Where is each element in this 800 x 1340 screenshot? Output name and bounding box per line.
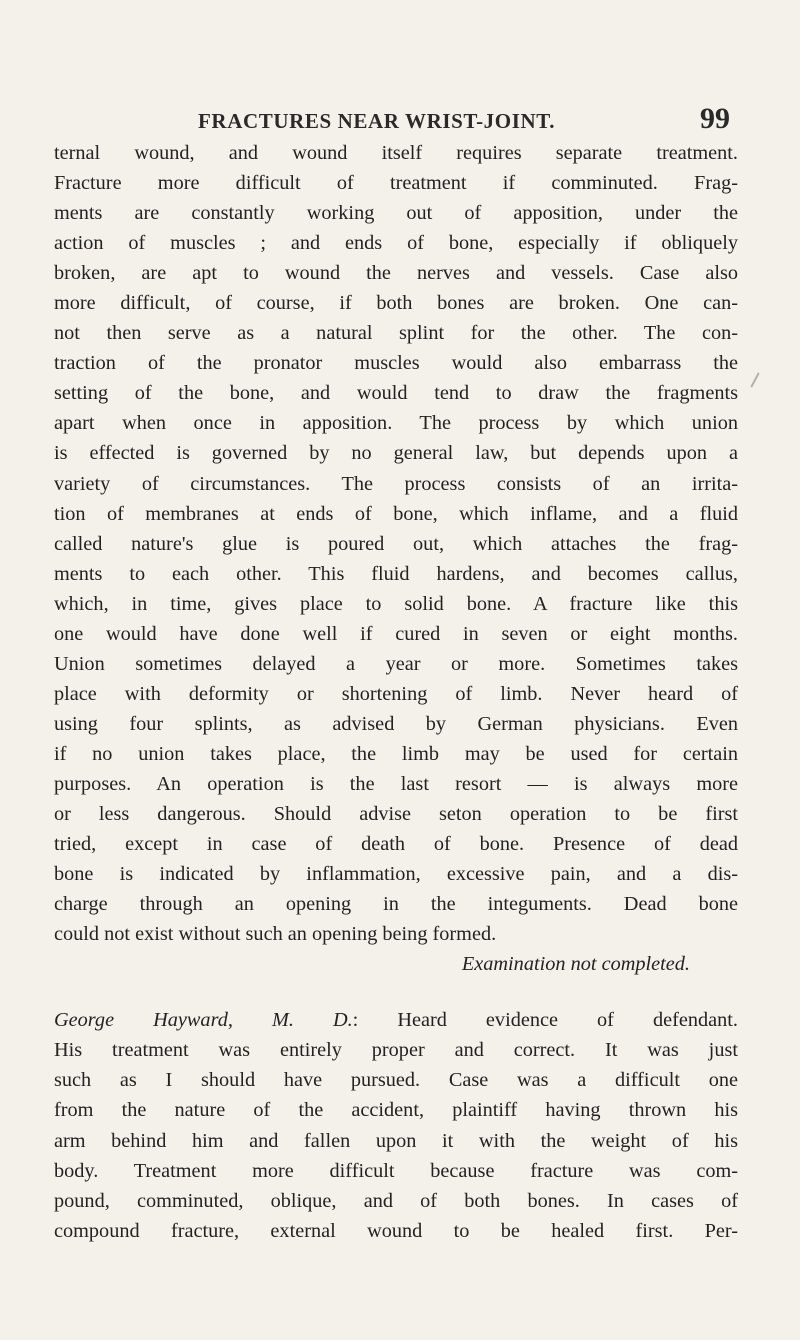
text-line: apart when once in apposition. The process by which union	[54, 412, 738, 435]
speaker-name: George Hayward, M. D.	[54, 1009, 353, 1032]
stray-print-mark	[750, 372, 759, 387]
text-line: purposes. An operation is the last resort — is always more	[54, 772, 738, 795]
text-line: variety of circumstances. The process consists of an irrita-	[54, 472, 738, 495]
paragraph-hayward-testimony	[54, 1005, 738, 1245]
text-line: one would have done well if cured in seven or eight months.	[54, 622, 738, 645]
text-line: ments are constantly working out of apposition, under the	[54, 202, 738, 225]
text-line: not then serve as a natural splint for the other. The con-	[54, 322, 738, 345]
speaker-statement: : Heard evidence of defendant.	[352, 1009, 738, 1032]
text-line: Union sometimes delayed a year or more. Sometimes takes	[54, 652, 738, 675]
text-line: setting of the bone, and would tend to draw the fragments	[54, 382, 738, 405]
running-head	[0, 100, 800, 140]
text-line: arm behind him and fallen upon it with the weight of his	[54, 1129, 738, 1152]
body-text	[54, 138, 738, 1246]
text-line: is effected is governed by no general law, but depends upon a	[54, 442, 738, 465]
text-line: called nature's glue is poured out, which attaches the frag-	[54, 532, 738, 555]
text-line: action of muscles ; and ends of bone, especially if obliquely	[54, 232, 738, 255]
text-line: or less dangerous. Should advise seton operation to be first	[54, 803, 738, 826]
text-line: tion of membranes at ends of bone, which inflame, and a fluid	[54, 502, 738, 525]
page-number: 99	[700, 102, 730, 135]
text-line: more difficult, of course, if both bones are broken. One can-	[54, 292, 738, 315]
text-line: which, in time, gives place to solid bone. A fracture like this	[54, 592, 738, 615]
text-line: ments to each other. This fluid hardens, and becomes callus,	[54, 562, 738, 585]
text-line: using four splints, as advised by German physicians. Even	[54, 712, 738, 735]
text-line: place with deformity or shortening of limb. Never heard of	[54, 682, 738, 705]
text-line: if no union takes place, the limb may be used for certain	[54, 742, 738, 765]
text-line: could not exist without such an opening being formed.	[54, 923, 497, 946]
text-line: traction of the pronator muscles would also embarrass the	[54, 352, 738, 375]
text-line: tried, except in case of death of bone. Presence of dead	[54, 833, 738, 856]
text-line: Fracture more difficult of treatment if comminuted. Frag-	[54, 172, 738, 195]
text-line: broken, are apt to wound the nerves and vessels. Case also	[54, 262, 738, 285]
paragraph-gap	[54, 979, 738, 1005]
text-line: His treatment was entirely proper and correct. It was just	[54, 1039, 738, 1062]
text-line: charge through an opening in the integuments. Dead bone	[54, 893, 738, 916]
speaker-line	[54, 1005, 738, 1035]
running-title: FRACTURES NEAR WRIST-JOINT.	[198, 109, 556, 133]
text-line: pound, comminuted, oblique, and of both bones. In cases of	[54, 1189, 738, 1212]
closing-note: Examination not completed.	[461, 953, 690, 976]
text-line: bone is indicated by inflammation, excessive pain, and a dis-	[54, 863, 738, 886]
text-line: compound fracture, external wound to be healed first. Per-	[54, 1219, 738, 1242]
text-line: from the nature of the accident, plaintiff having thrown his	[54, 1099, 738, 1122]
text-line: body. Treatment more difficult because fracture was com-	[54, 1159, 738, 1182]
text-line: ternal wound, and wound itself requires separate treatment.	[54, 142, 738, 164]
paragraph-testimony-continued	[54, 138, 738, 979]
text-line: such as I should have pursued. Case was a difficult one	[54, 1069, 738, 1092]
